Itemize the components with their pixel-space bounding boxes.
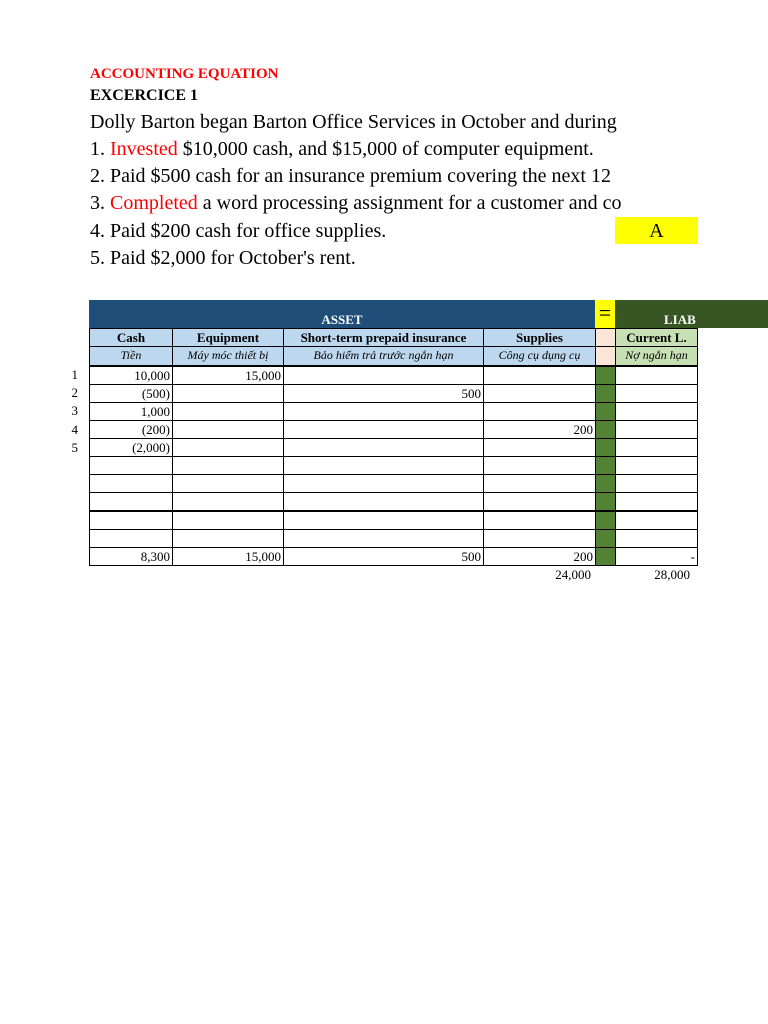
column-header-cash: Cash bbox=[89, 328, 173, 347]
table-cell-prepaid-insurance[interactable] bbox=[283, 366, 484, 385]
item-text: Paid $2,000 for October's rent. bbox=[110, 247, 356, 269]
intro-text: Dolly Barton began Barton Office Services in October and during bbox=[90, 111, 617, 133]
table-cell-prepaid-insurance[interactable] bbox=[283, 511, 484, 530]
table-cell-equipment[interactable] bbox=[172, 511, 284, 530]
table-cell-supplies[interactable]: 200 bbox=[483, 420, 596, 439]
transaction-3 bbox=[90, 190, 698, 216]
row-number: 1 bbox=[71, 367, 78, 382]
item-text: $10,000 cash, and $15,000 of computer equipment. bbox=[177, 138, 594, 160]
item-number: 4. bbox=[90, 220, 110, 242]
total-cell-supplies[interactable]: 200 bbox=[483, 547, 596, 566]
item-number: 5. bbox=[90, 247, 110, 269]
table-cell-supplies[interactable] bbox=[483, 438, 596, 457]
row-number: 5 bbox=[71, 440, 78, 455]
equals-column-cell bbox=[595, 438, 616, 457]
item-verb: Invested bbox=[110, 138, 178, 160]
item-text: Paid $500 cash for an insurance premium covering the next 12 bbox=[110, 165, 611, 187]
equals-column-cell bbox=[595, 346, 616, 366]
transaction-4 bbox=[90, 218, 610, 244]
item-number: 3. bbox=[90, 192, 110, 214]
table-cell-equipment[interactable] bbox=[172, 420, 284, 439]
table-cell-cash[interactable] bbox=[89, 474, 173, 493]
table-cell-cash[interactable]: (500) bbox=[89, 384, 173, 403]
table-cell-prepaid-insurance[interactable] bbox=[283, 456, 484, 475]
transaction-1 bbox=[90, 136, 698, 162]
item-number: 1. bbox=[90, 138, 110, 160]
equals-column-cell bbox=[595, 456, 616, 475]
table-cell-equipment[interactable] bbox=[172, 529, 284, 548]
table-cell-equipment[interactable] bbox=[172, 438, 284, 457]
table-cell-supplies[interactable] bbox=[483, 492, 596, 511]
liabilities-header: LIAB bbox=[615, 300, 768, 328]
sheet-title: ACCOUNTING EQUATION bbox=[90, 66, 279, 82]
column-header-current-liabilities: Current L. bbox=[615, 328, 698, 347]
total-liabilities-equity: 28,000 bbox=[654, 567, 690, 582]
item-text: Paid $200 cash for office supplies. bbox=[110, 220, 387, 242]
equals-column-cell bbox=[595, 402, 616, 421]
transaction-2 bbox=[90, 163, 698, 189]
table-cell-cash[interactable]: (2,000) bbox=[89, 438, 173, 457]
table-cell-cash[interactable]: (200) bbox=[89, 420, 173, 439]
table-cell-equipment[interactable]: 15,000 bbox=[172, 366, 284, 385]
answer-cell-a[interactable]: A bbox=[615, 217, 698, 244]
equals-column-cell bbox=[595, 328, 616, 347]
table-cell-equipment[interactable] bbox=[172, 492, 284, 511]
total-assets: 24,000 bbox=[555, 567, 591, 582]
table-cell-current-liabilities[interactable] bbox=[615, 384, 698, 403]
table-cell-equipment[interactable] bbox=[172, 474, 284, 493]
equals-column-cell bbox=[595, 529, 616, 548]
table-cell-cash[interactable] bbox=[89, 529, 173, 548]
table-cell-prepaid-insurance[interactable] bbox=[283, 529, 484, 548]
column-sub-prepaid-insurance: Bảo hiểm trả trước ngắn hạn bbox=[283, 346, 484, 366]
table-cell-current-liabilities[interactable] bbox=[615, 456, 698, 475]
table-cell-supplies[interactable] bbox=[483, 456, 596, 475]
column-header-prepaid-insurance: Short-term prepaid insurance bbox=[283, 328, 484, 347]
table-cell-cash[interactable] bbox=[89, 511, 173, 530]
table-cell-supplies[interactable] bbox=[483, 366, 596, 385]
transaction-5 bbox=[90, 245, 698, 271]
table-cell-current-liabilities[interactable] bbox=[615, 474, 698, 493]
table-cell-current-liabilities[interactable] bbox=[615, 529, 698, 548]
table-cell-supplies[interactable] bbox=[483, 529, 596, 548]
table-cell-supplies[interactable] bbox=[483, 402, 596, 421]
table-cell-current-liabilities[interactable] bbox=[615, 438, 698, 457]
table-cell-current-liabilities[interactable] bbox=[615, 402, 698, 421]
table-cell-equipment[interactable] bbox=[172, 402, 284, 421]
table-cell-current-liabilities[interactable] bbox=[615, 511, 698, 530]
table-cell-prepaid-insurance[interactable] bbox=[283, 402, 484, 421]
table-cell-prepaid-insurance[interactable] bbox=[283, 438, 484, 457]
asset-header: ASSET bbox=[89, 300, 595, 328]
table-cell-cash[interactable]: 10,000 bbox=[89, 366, 173, 385]
table-cell-current-liabilities[interactable] bbox=[615, 366, 698, 385]
column-header-equipment: Equipment bbox=[172, 328, 284, 347]
total-cell-current-liabilities[interactable]: - bbox=[615, 547, 698, 566]
equals-column-cell bbox=[595, 547, 616, 566]
column-sub-current-liabilities: Nợ ngắn hạn bbox=[615, 346, 698, 366]
table-cell-equipment[interactable] bbox=[172, 384, 284, 403]
table-cell-supplies[interactable] bbox=[483, 511, 596, 530]
equals-column-cell bbox=[595, 366, 616, 385]
row-number: 4 bbox=[71, 422, 78, 437]
equals-column-cell bbox=[595, 492, 616, 511]
table-cell-current-liabilities[interactable] bbox=[615, 492, 698, 511]
item-number: 2. bbox=[90, 165, 110, 187]
equals-column-cell bbox=[595, 420, 616, 439]
table-cell-supplies[interactable] bbox=[483, 384, 596, 403]
table-cell-current-liabilities[interactable] bbox=[615, 420, 698, 439]
table-cell-equipment[interactable] bbox=[172, 456, 284, 475]
equals-column-cell bbox=[595, 384, 616, 403]
column-header-supplies: Supplies bbox=[483, 328, 596, 347]
total-cell-cash[interactable]: 8,300 bbox=[89, 547, 173, 566]
equals-column-cell bbox=[595, 511, 616, 530]
total-cell-equipment[interactable]: 15,000 bbox=[172, 547, 284, 566]
total-cell-prepaid-insurance[interactable]: 500 bbox=[283, 547, 484, 566]
equals-column-cell bbox=[595, 474, 616, 493]
table-cell-cash[interactable] bbox=[89, 492, 173, 511]
table-cell-supplies[interactable] bbox=[483, 474, 596, 493]
item-text: a word processing assignment for a customer and co bbox=[197, 192, 622, 214]
table-cell-cash[interactable] bbox=[89, 456, 173, 475]
table-cell-prepaid-insurance[interactable] bbox=[283, 474, 484, 493]
column-sub-supplies: Công cụ dụng cụ bbox=[483, 346, 596, 366]
column-sub-equipment: Máy móc thiết bị bbox=[172, 346, 284, 366]
row-number: 2 bbox=[71, 385, 78, 400]
table-cell-prepaid-insurance[interactable] bbox=[283, 420, 484, 439]
table-cell-prepaid-insurance[interactable] bbox=[283, 492, 484, 511]
equals-sign: = bbox=[595, 300, 615, 328]
table-cell-prepaid-insurance[interactable]: 500 bbox=[283, 384, 484, 403]
item-verb: Completed bbox=[110, 192, 198, 214]
table-cell-cash[interactable]: 1,000 bbox=[89, 402, 173, 421]
exercise-label: EXCERCICE 1 bbox=[90, 87, 199, 104]
row-number: 3 bbox=[71, 403, 78, 418]
column-sub-cash: Tiền bbox=[89, 346, 173, 366]
